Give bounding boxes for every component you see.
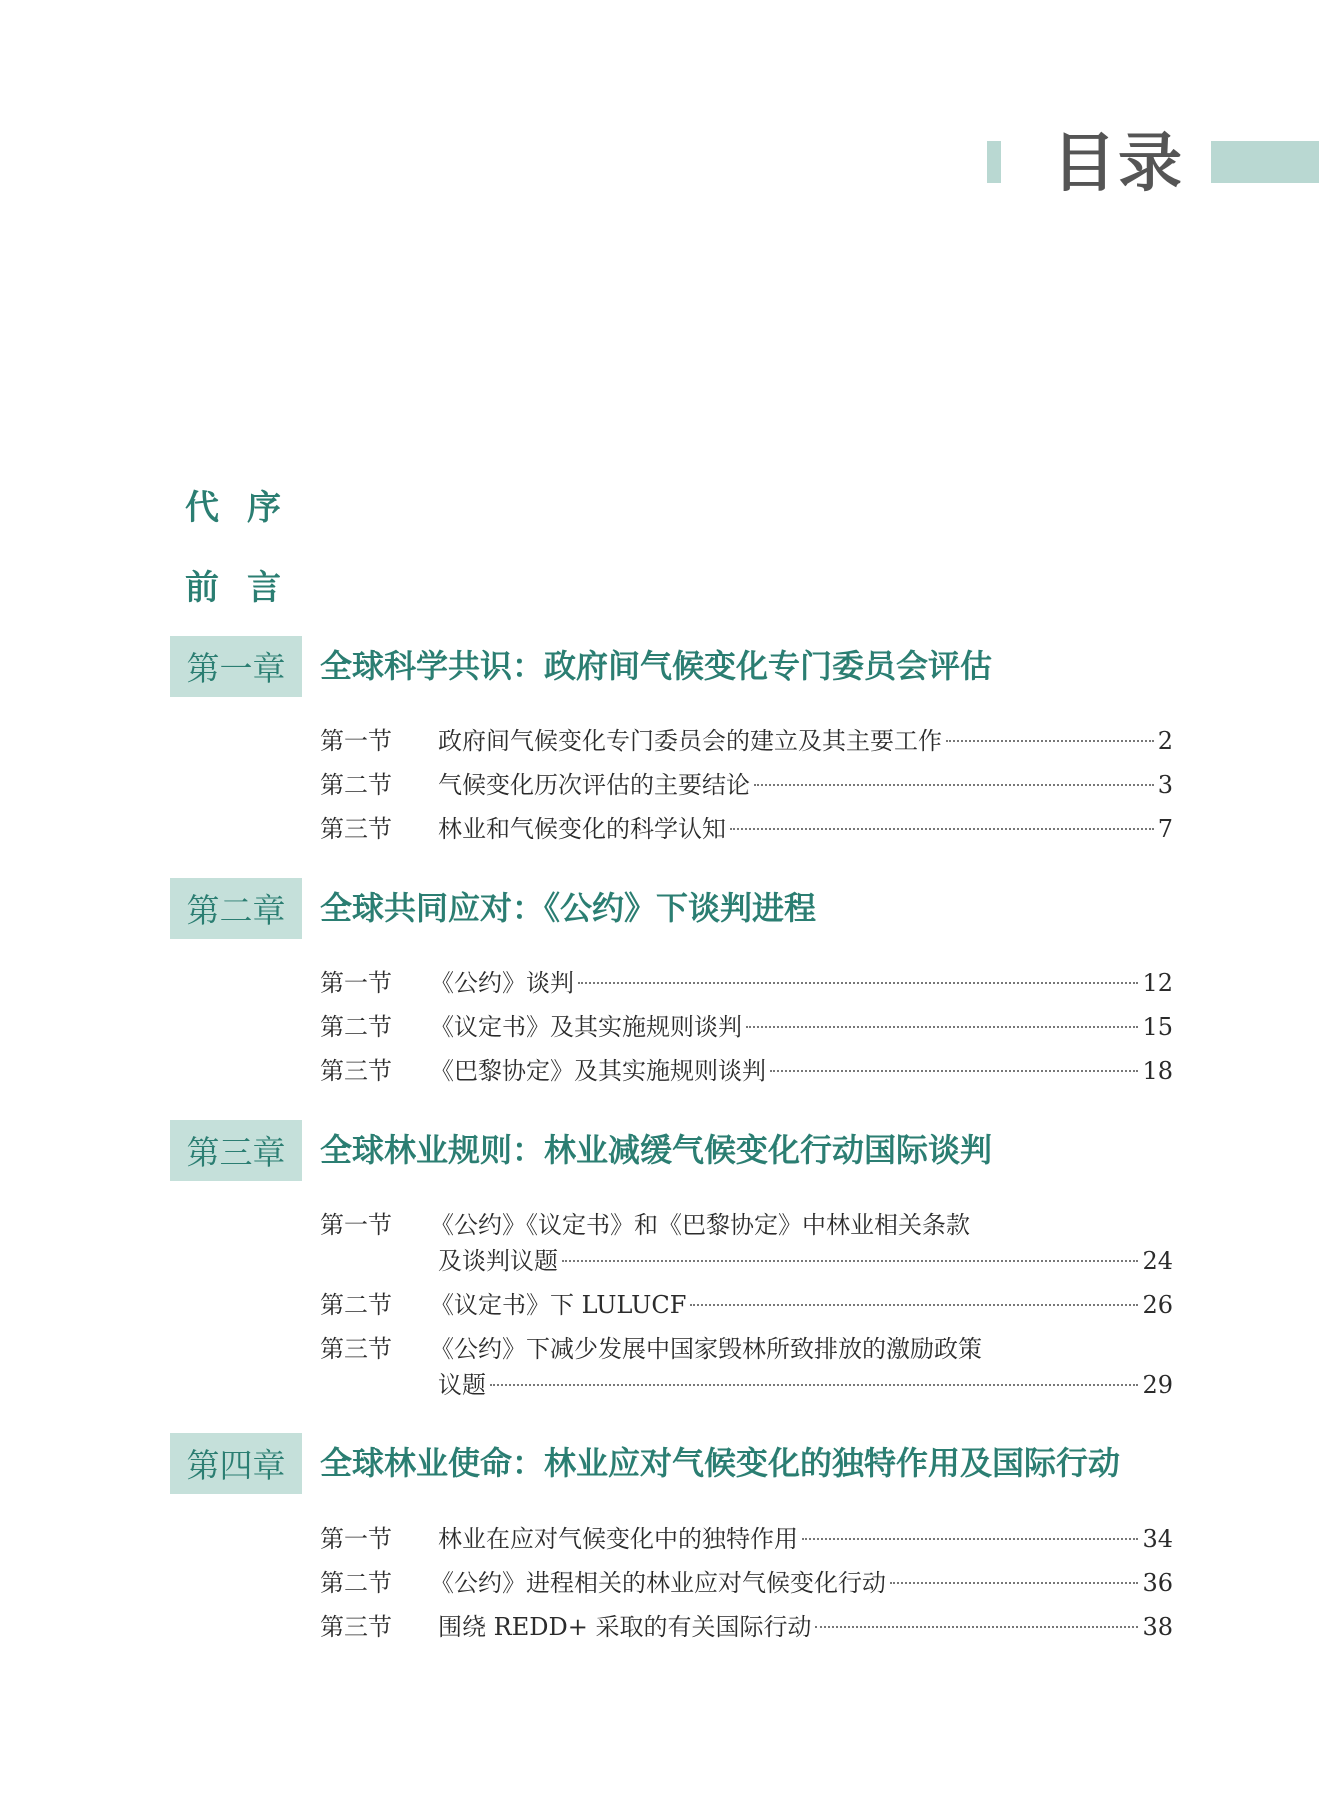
page-number: 26	[1142, 1291, 1173, 1319]
chapter-badge: 第一章	[170, 636, 302, 697]
toc-section-4-3[interactable]	[320, 1609, 1173, 1645]
leader-dots	[490, 1384, 1138, 1386]
leader-dots	[730, 828, 1154, 830]
section-title-line1: 《公约》《议定书》和《巴黎协定》中林业相关条款	[430, 1211, 970, 1239]
section-title: 《公约》谈判	[430, 969, 574, 997]
page-number: 3	[1157, 771, 1173, 799]
toc-section-1-1[interactable]	[320, 723, 1173, 759]
chapter-heading-1[interactable]	[170, 636, 1270, 697]
section-title: 《巴黎协定》及其实施规则谈判	[430, 1057, 766, 1085]
chapter-badge: 第二章	[170, 878, 302, 939]
page-number: 18	[1142, 1057, 1173, 1085]
section-title: 《公约》进程相关的林业应对气候变化行动	[430, 1569, 886, 1597]
chapter-badge: 第三章	[170, 1120, 302, 1181]
section-label: 第二节	[320, 1013, 392, 1041]
section-title: 林业在应对气候变化中的独特作用	[438, 1525, 798, 1553]
leader-dots	[802, 1538, 1138, 1540]
leader-dots	[890, 1582, 1138, 1584]
section-label: 第三节	[320, 1335, 392, 1363]
toc-section-2-1[interactable]	[320, 965, 1173, 1001]
section-label: 第一节	[320, 969, 392, 997]
page-number: 15	[1142, 1013, 1173, 1041]
section-label: 第二节	[320, 771, 392, 799]
section-label: 第三节	[320, 1057, 392, 1085]
section-label: 第二节	[320, 1291, 392, 1319]
toc-section-2-2[interactable]	[320, 1009, 1173, 1045]
chapter-badge: 第四章	[170, 1433, 302, 1494]
page-number: 2	[1157, 727, 1173, 755]
section-label: 第一节	[320, 727, 392, 755]
page-title: 目录	[1052, 127, 1184, 201]
chapter-heading-2[interactable]	[170, 878, 1270, 939]
section-title: 围绕 REDD+ 采取的有关国际行动	[438, 1613, 812, 1641]
toc-entry-foreword[interactable]: 代序	[185, 488, 309, 528]
page-number: 36	[1142, 1569, 1173, 1597]
toc-section-4-2[interactable]	[320, 1565, 1173, 1601]
leader-dots	[946, 740, 1154, 742]
toc-section-2-3[interactable]	[320, 1053, 1173, 1089]
section-title-line2: 议题	[438, 1371, 486, 1399]
leader-dots	[746, 1026, 1138, 1028]
header-accent-bar-left	[987, 141, 1001, 183]
section-title: 林业和气候变化的科学认知	[438, 815, 726, 843]
chapter-title: 全球林业规则：林业减缓气候变化行动国际谈判	[320, 1131, 993, 1169]
page-number: 38	[1142, 1613, 1173, 1641]
toc-entry-preface[interactable]: 前言	[185, 568, 309, 608]
leader-dots	[690, 1304, 1138, 1306]
page-number: 34	[1142, 1525, 1173, 1553]
chapter-title: 全球科学共识：政府间气候变化专门委员会评估	[320, 647, 993, 685]
page-number: 29	[1142, 1371, 1173, 1399]
toc-section-3-3[interactable]	[320, 1331, 1173, 1403]
section-label: 第一节	[320, 1211, 392, 1239]
section-title-line2: 及谈判议题	[438, 1247, 558, 1275]
toc-section-1-3[interactable]	[320, 811, 1173, 847]
section-label: 第三节	[320, 815, 392, 843]
leader-dots	[770, 1070, 1138, 1072]
leader-dots	[754, 784, 1154, 786]
toc-section-3-1[interactable]	[320, 1207, 1173, 1279]
leader-dots	[578, 982, 1138, 984]
chapter-title: 全球林业使命：林业应对气候变化的独特作用及国际行动	[320, 1444, 1121, 1482]
section-label: 第二节	[320, 1569, 392, 1597]
toc-section-4-1[interactable]	[320, 1521, 1173, 1557]
chapter-heading-4[interactable]	[170, 1433, 1270, 1494]
toc-section-3-2[interactable]	[320, 1287, 1173, 1323]
chapter-title: 全球共同应对：《公约》下谈判进程	[320, 889, 817, 927]
section-title: 气候变化历次评估的主要结论	[438, 771, 750, 799]
leader-dots	[815, 1626, 1138, 1628]
section-title: 政府间气候变化专门委员会的建立及其主要工作	[438, 727, 942, 755]
header-accent-bar-right	[1211, 141, 1319, 183]
section-title: 《议定书》下 LULUCF	[430, 1291, 687, 1319]
page-number: 24	[1142, 1247, 1173, 1275]
page-number: 12	[1142, 969, 1173, 997]
section-title: 《议定书》及其实施规则谈判	[430, 1013, 742, 1041]
chapter-heading-3[interactable]	[170, 1120, 1270, 1181]
page-number: 7	[1157, 815, 1173, 843]
section-label: 第一节	[320, 1525, 392, 1553]
section-label: 第三节	[320, 1613, 392, 1641]
toc-section-1-2[interactable]	[320, 767, 1173, 803]
section-title-line1: 《公约》下减少发展中国家毁林所致排放的激励政策	[430, 1335, 982, 1363]
leader-dots	[562, 1260, 1138, 1262]
